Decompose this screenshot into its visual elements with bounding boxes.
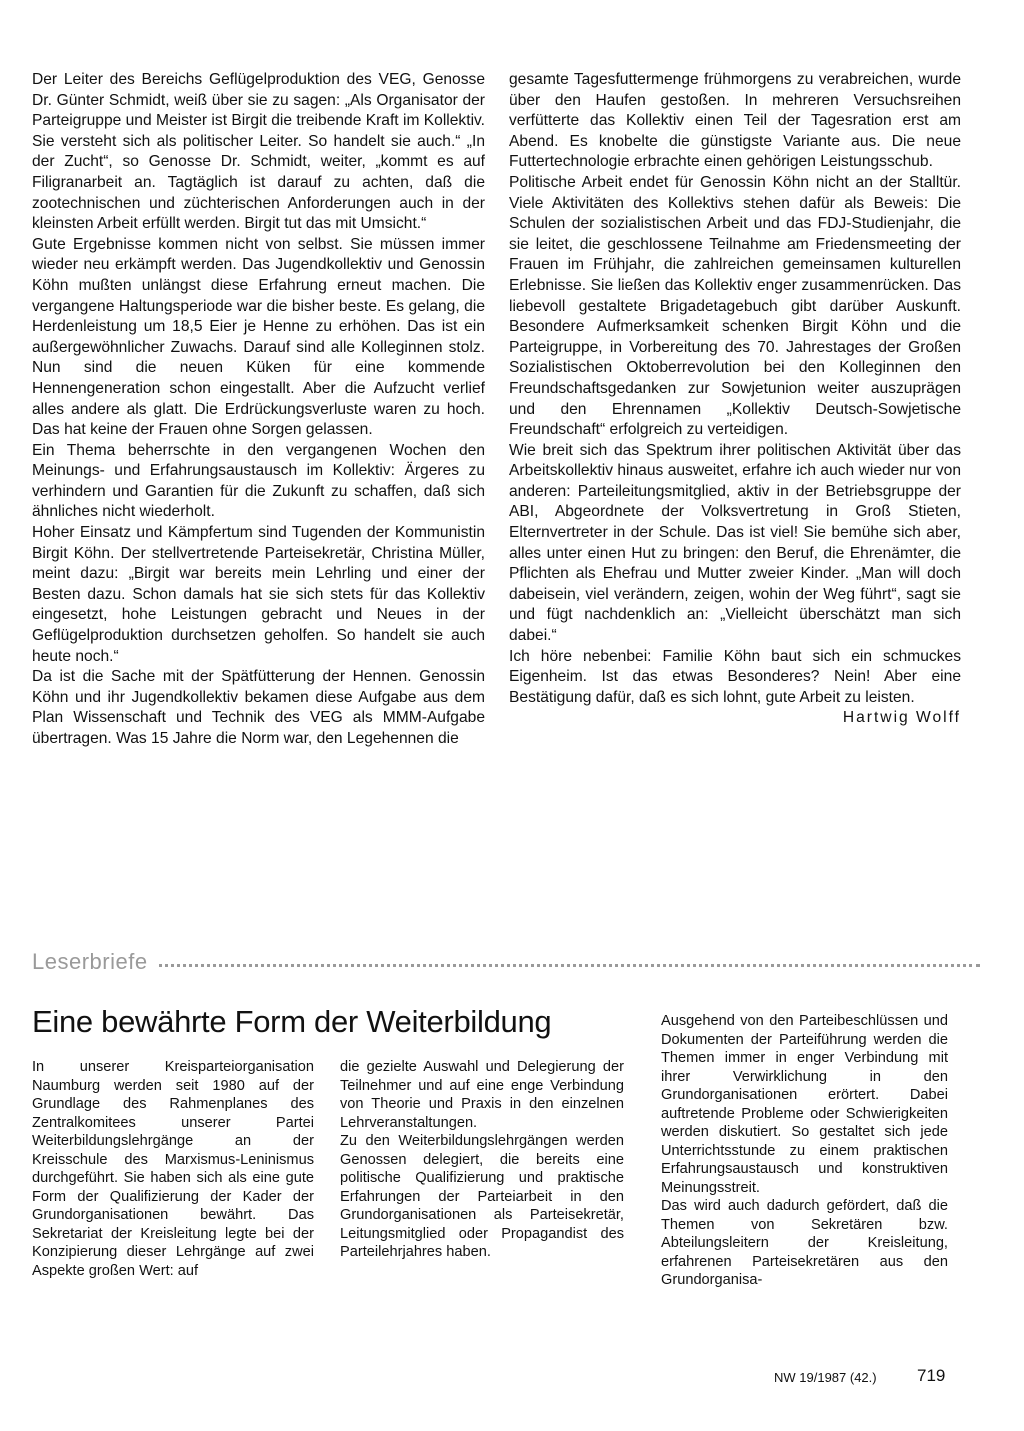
author-signature: Hartwig Wolff: [842, 709, 961, 727]
letter-column-2: [340, 1058, 624, 1262]
article-paragraph: Hoher Einsatz und Kämpfertum sind Tugenden der Kommunistin Birgit Köhn. Der stellvertretende Parteisekretär, Christina Müller, meint dazu: „Birgit war bereits mein Lehrling und einer der Besten dazu. Schon damals hat sie sich stets für das Kollektiv eingesetzt, hohe Leistungen gebracht und Neues in der Geflügelproduktion durchsetzen geholfen. So handelt sie auch heute noch.“: [32, 524, 485, 665]
letter-paragraph: Zu den Weiterbildungslehrgängen werden Genossen delegiert, die bereits eine politische Qualifizierung und praktische Erfahrungen der Parteiarbeit in den Grundorganisationen als Parteisekretär, Leitungsmitglied oder Propagandist des Parteilehrjahres haben.: [340, 1133, 624, 1260]
page-number: 719: [917, 1366, 946, 1385]
issue-number: NW 19/1987 (42.): [774, 1370, 877, 1385]
section-divider: [32, 950, 980, 974]
article-paragraph: Der Leiter des Bereichs Geflügelproduktion des VEG, Genosse Dr. Günter Schmidt, weiß über sie zu sagen: „Als Organisator der Parteigruppe und Meister ist Birgit die treibende Kraft im Kollektiv. Sie versteht sich als politischer Leiter. So handelt sie auch.“ „In der Zucht“, so Genosse Dr. Schmidt, weiter, „kommt es auf Filigranarbeit an. Tagtäglich ist darauf zu achten, daß die zootechnischen und züchterischen Anforderungen auch in der kleinsten Arbeit erfüllt werden. Birgit tut das mit Umsicht.“: [32, 71, 486, 233]
letter-headline: Eine bewährte Form der Weiterbildung: [32, 1004, 552, 1039]
letter-column-1: [32, 1058, 314, 1280]
letter-column-3: [661, 1012, 948, 1290]
article-paragraph: Ich höre nebenbei: Familie Köhn baut sich ein schmuckes Eigenheim. Ist das etwas Besonderes? Nein! Aber eine Bestätigung dafür, daß es sich lohnt, gute Arbeit zu leisten.: [509, 647, 961, 706]
section-label: Leserbriefe: [32, 950, 156, 974]
letter-paragraph: die gezielte Auswahl und Delegierung der Teilnehmer und auf eine enge Verbindung von Theorie und Praxis in den einzelnen Lehrveranstaltungen.: [340, 1059, 624, 1131]
dotted-rule: [32, 964, 980, 967]
article-paragraph: gesamte Tagesfuttermenge frühmorgens zu verabreichen, wurde über den Haufen gestoßen. In mehreren Versuchsreihen verfütterte das Kollektiv einen Teil der Tagesration erst am Abend. Es knobelte die günstigste Variante aus. Die neue Futtertechnologie erbrachte einen gehörigen Leistungsschub.: [509, 71, 961, 171]
article-paragraph: Gute Ergebnisse kommen nicht von selbst. Sie müssen immer wieder neu erkämpft werden. Das Jugendkollektiv und Genossin Köhn mußten unlängst diese Erfahrung erneut machen. Die vergangene Haltungsperiode war die bisher beste. Es gelang, die Herdenleistung um 18,5 Eier je Henne zu erhöhen. Das ist ein außergewöhnlicher Zuwachs. Darauf sind alle Kolleginnen stolz. Nun sind die neuen Küken für eine kommende Hennengeneration schon eingestallt. Aber die Aufzucht verlief alles andere als glatt. Die Erdrückungsverluste waren zu hoch. Das hat keine der Frauen ohne Sorgen gelassen.: [32, 235, 485, 439]
article-paragraph: Da ist die Sache mit der Spätfütterung der Hennen. Genossin Köhn und ihr Jugendkollektiv bekamen diese Aufgabe aus dem Plan Wissenschaft und Technik des VEG als MMM-Aufgabe übertragen. Was 15 Jahre die Norm war, den Legehennen die: [32, 668, 485, 747]
article-paragraph: Wie breit sich das Spektrum ihrer politischen Aktivität über das Arbeitskollektiv hinaus ausweitet, erfahre ich auch wieder nur von anderen: Parteileitungsmitglied, aktiv in der Betriebsgruppe der ABI, Abgeordnete der Volksvertretung in Groß Stieten, Elternvertreter in der Schule. Das ist viel! Sie bemühe sich aber, alles unter einen Hut zu bringen: den Beruf, die Ehrenämter, die Pflichten als Ehefrau und Mutter zweier Kinder. „Man will doch dabeisein, viel verändern, zeigen, wohin der Weg führt“, sagt sie und fügt nachdenklich an: „Vielleicht überschätzt man sich dabei.“: [509, 441, 961, 645]
letter-paragraph: In unserer Kreisparteiorganisation Naumburg werden seit 1980 auf der Grundlage des Rahmenplanes des Zentralkomitees unserer Partei Weiterbildungslehrgänge an der Kreisschule des Marxismus-Leninismus durchgeführt. Sie haben sich als eine gute Form der Qualifizierung der Kader der Grundorganisationen bewährt. Das Sekretariat der Kreisleitung legte bei der Konzipierung dieser Lehrgänge auf zwei Aspekte großen Wert: auf: [32, 1059, 314, 1279]
article-paragraph: Ein Thema beherrschte in den vergangenen Wochen den Meinungs- und Erfahrungsaustausch im Kollektiv: Ärgeres zu verhindern und Garantien für die Zukunft zu schaffen, daß sich ähnliches nicht wiederholt.: [32, 441, 485, 521]
article-paragraph: Politische Arbeit endet für Genossin Köhn nicht an der Stalltür. Viele Aktivitäten des Kollektivs stehen dafür als Beweis: Die Schulen der sozialistischen Arbeit und das FDJ-Studienjahr, die sie leitet, die geschlossene Teilnahme am Friedensmeeting der Frauen im Frühjahr, die zahlreichen gemeinsamen kulturellen Erlebnisse. Sie ließen das Kollektiv enger zusammenrücken. Das liebevoll gestaltete Brigadetagebuch gibt darüber Auskunft. Besondere Aufmerksamkeit schenken Birgit Köhn und die Parteigruppe, in Vorbereitung des 70. Jahrestages der Großen Sozialistischen Oktoberrevolution bei den Kolleginnen den Freundschaftsgedanken zur Sowjetunion weiter auszuprägen und den Ehrennamen „Kollektiv Deutsch-Sowjetische Freundschaft“ erfolgreich zu verteidigen.: [509, 173, 961, 439]
letter-paragraph: Das wird auch dadurch gefördert, daß die Themen von Sekretären bzw. Abteilungsleitern der Kreisleitung, erfahrenen Parteisekretären aus den Grundorganisa-: [661, 1198, 948, 1288]
article-column-left: [32, 70, 485, 750]
article-column-right: [509, 70, 961, 729]
letter-paragraph: Ausgehend von den Parteibeschlüssen und Dokumenten der Parteiführung werden die Themen immer in enger Verbindung mit ihrer Verwirklichung in den Grundorganisationen erörtert. Dabei auftretende Probleme oder Schwierigkeiten werden diskutiert. So gestaltet sich jede Unterrichtsstunde zu einem praktischen Erfahrungsaustausch und konstruktiven Meinungsstreit.: [661, 1013, 948, 1196]
